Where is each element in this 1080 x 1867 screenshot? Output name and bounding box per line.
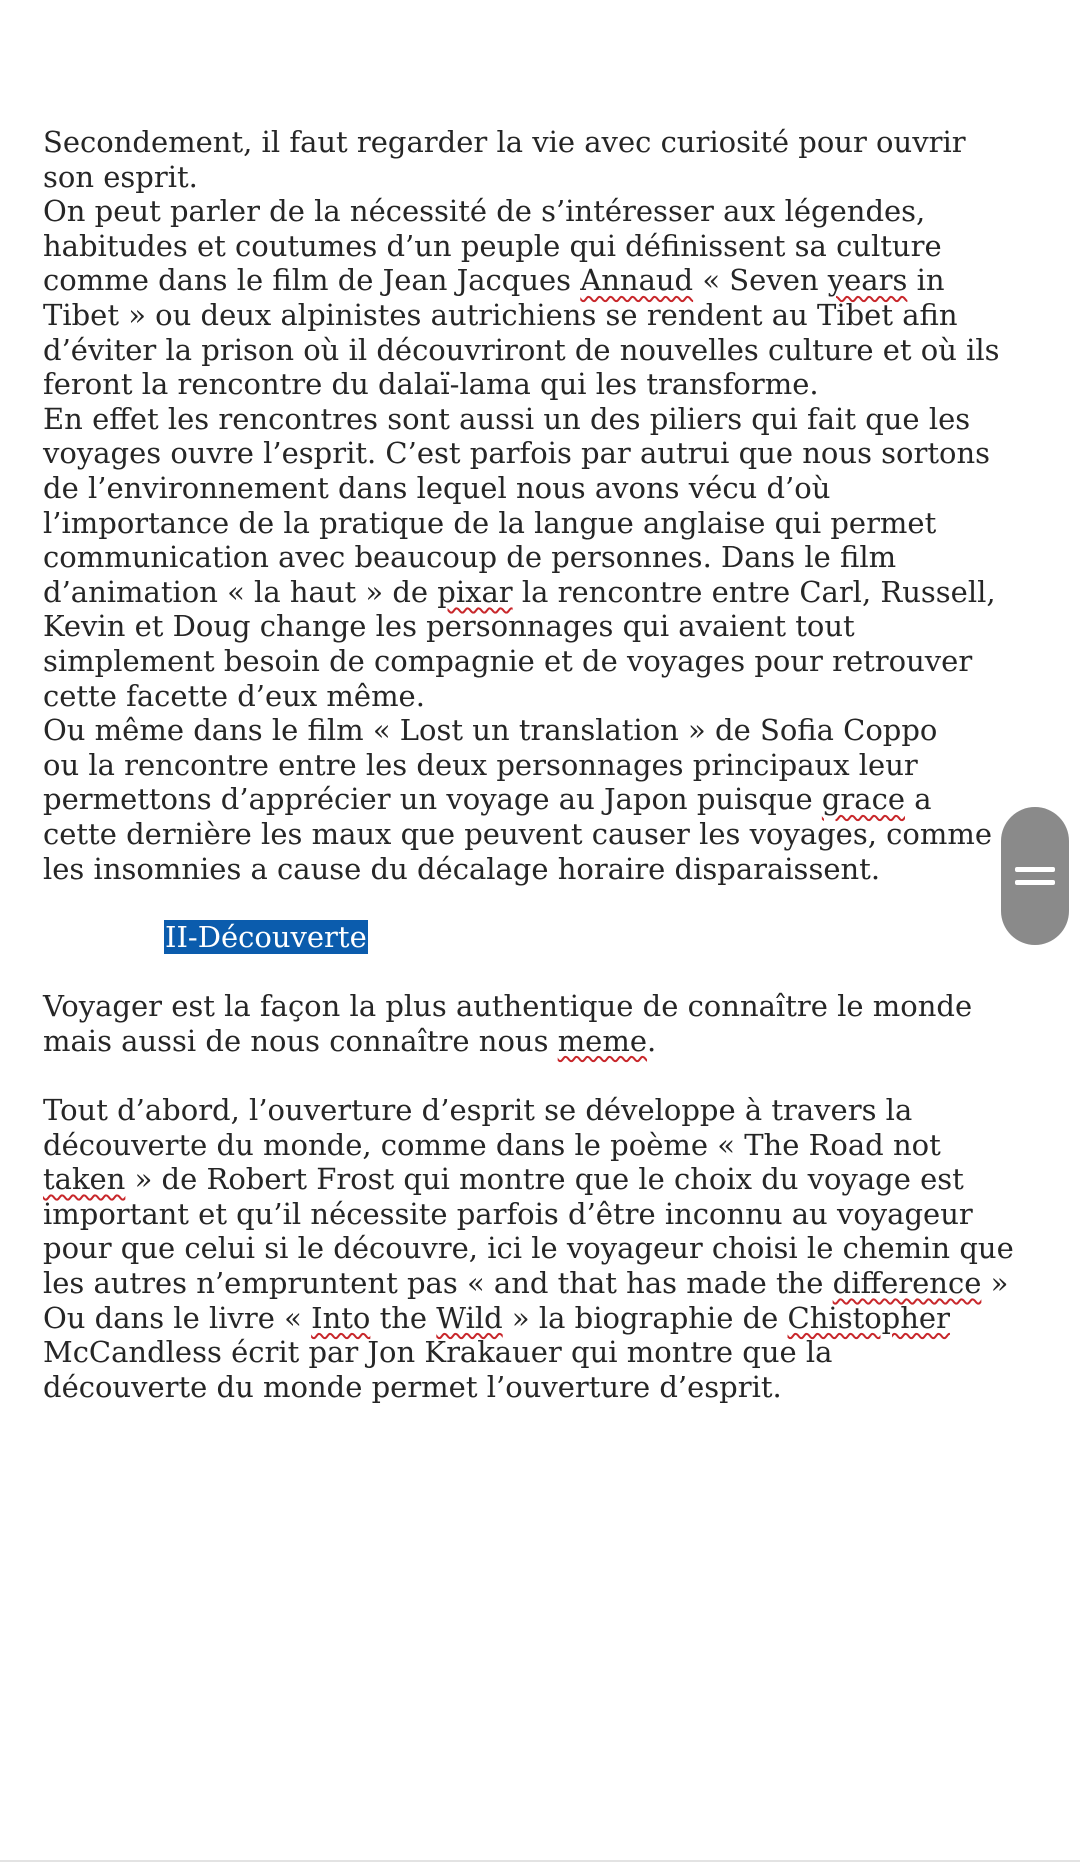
misspelled-word: difference [832,1266,982,1300]
text-run: les insomnies a cause du décalage horaire disparaissent. [43,851,881,886]
misspelled-word: Chistopher [787,1300,950,1335]
selected-text[interactable]: II-Découverte [165,920,367,954]
text-run: habitudes et coutumes d’un peuple qui définissent sa culture [43,228,942,263]
misspelled-word: taken [43,1162,126,1197]
text-run: cette dernière les maux que peuvent causer les voyages, comme [43,817,993,851]
text-run: les autres n’empruntent pas « and that has made the [43,1266,833,1300]
text-run: découverte du monde, comme dans le poème « The Road not [43,1127,941,1162]
text-run: On peut parler de la nécessité de s’intéresser aux légendes, [43,194,926,229]
text-run: mais aussi de nous connaître nous [43,1023,558,1058]
misspelled-word: meme [557,1023,648,1058]
text-run: découverte du monde permet l’ouverture d’esprit. [43,1369,782,1404]
scroll-handle[interactable] [1001,807,1069,945]
text-run: comme dans le film de Jean Jacques [43,263,581,298]
text-run: » [981,1266,1009,1300]
text-line [43,849,880,889]
text-run: Ou dans le livre « [43,1300,312,1335]
text-run: a [904,782,932,817]
text-line [43,1367,782,1407]
text-run: Ou même dans le film « Lost un translation » de Sofia Coppo [43,713,938,748]
text-run: d’éviter la prison où il découvriront de nouvelles culture et où ils [43,332,1000,367]
misspelled-word: years [827,263,908,298]
text-run: « Seven [693,263,828,298]
text-run: important et qu’il nécessite parfois d’être inconnu au voyageur [43,1196,973,1231]
misspelled-word: Into [311,1300,371,1335]
text-run: McCandless écrit par Jon Krakauer qui montre que la [43,1335,833,1370]
text-run: . [647,1023,657,1058]
text-run: simplement besoin de compagnie et de voyages pour retrouver [43,644,973,678]
text-run: communication avec beaucoup de personnes. Dans le film [43,540,897,575]
text-run: feront la rencontre du dalaï-lama qui les transforme. [43,367,819,402]
text-run: de l’environnement dans lequel nous avons vécu d’où [43,471,831,505]
text-run: Tibet » ou deux alpinistes autrichiens se rendent au Tibet afin [43,298,958,332]
page-bottom-divider [0,1860,1080,1862]
text-run: l’importance de la pratique de la langue anglaise qui permet [43,505,937,540]
drag-handle-icon [1015,867,1055,872]
drag-handle-icon [1015,880,1055,885]
text-run: ou la rencontre entre les deux personnages principaux leur [43,747,918,782]
text-run: la rencontre entre Carl, Russell, [512,574,996,609]
text-run: » la biographie de [502,1300,788,1335]
misspelled-word: Wild [436,1300,503,1335]
text-run: cette facette d’eux même. [43,678,425,713]
misspelled-word: Annaud [580,263,694,298]
text-run: the [370,1300,437,1335]
text-run: son esprit. [43,159,198,194]
text-run: Voyager est la façon la plus authentique de connaître le monde [43,989,973,1023]
text-run: Kevin et Doug change les personnages qui avaient tout [43,609,855,644]
text-run: d’animation « la haut » de [43,574,438,609]
text-run: in [907,263,945,298]
misspelled-word: pixar [437,574,513,609]
text-run: En effet les rencontres sont aussi un des piliers qui fait que les [43,401,971,436]
text-run: pour que celui si le découvre, ici le voyageur choisi le chemin que [43,1231,1014,1266]
section-heading [164,917,368,957]
text-run: permettons d’apprécier un voyage au Japon puisque [43,782,822,817]
text-run: Secondement, il faut regarder la vie avec curiosité pour ouvrir [43,125,966,159]
text-line [43,1021,656,1061]
text-run: voyages ouvre l’esprit. C’est parfois par autrui que nous sortons [43,436,991,471]
misspelled-word: grace [821,782,905,817]
text-run: Tout d’abord, l’ouverture d’esprit se développe à travers la [43,1093,913,1127]
text-run: » de Robert Frost qui montre que le choix du voyage est [125,1162,964,1197]
